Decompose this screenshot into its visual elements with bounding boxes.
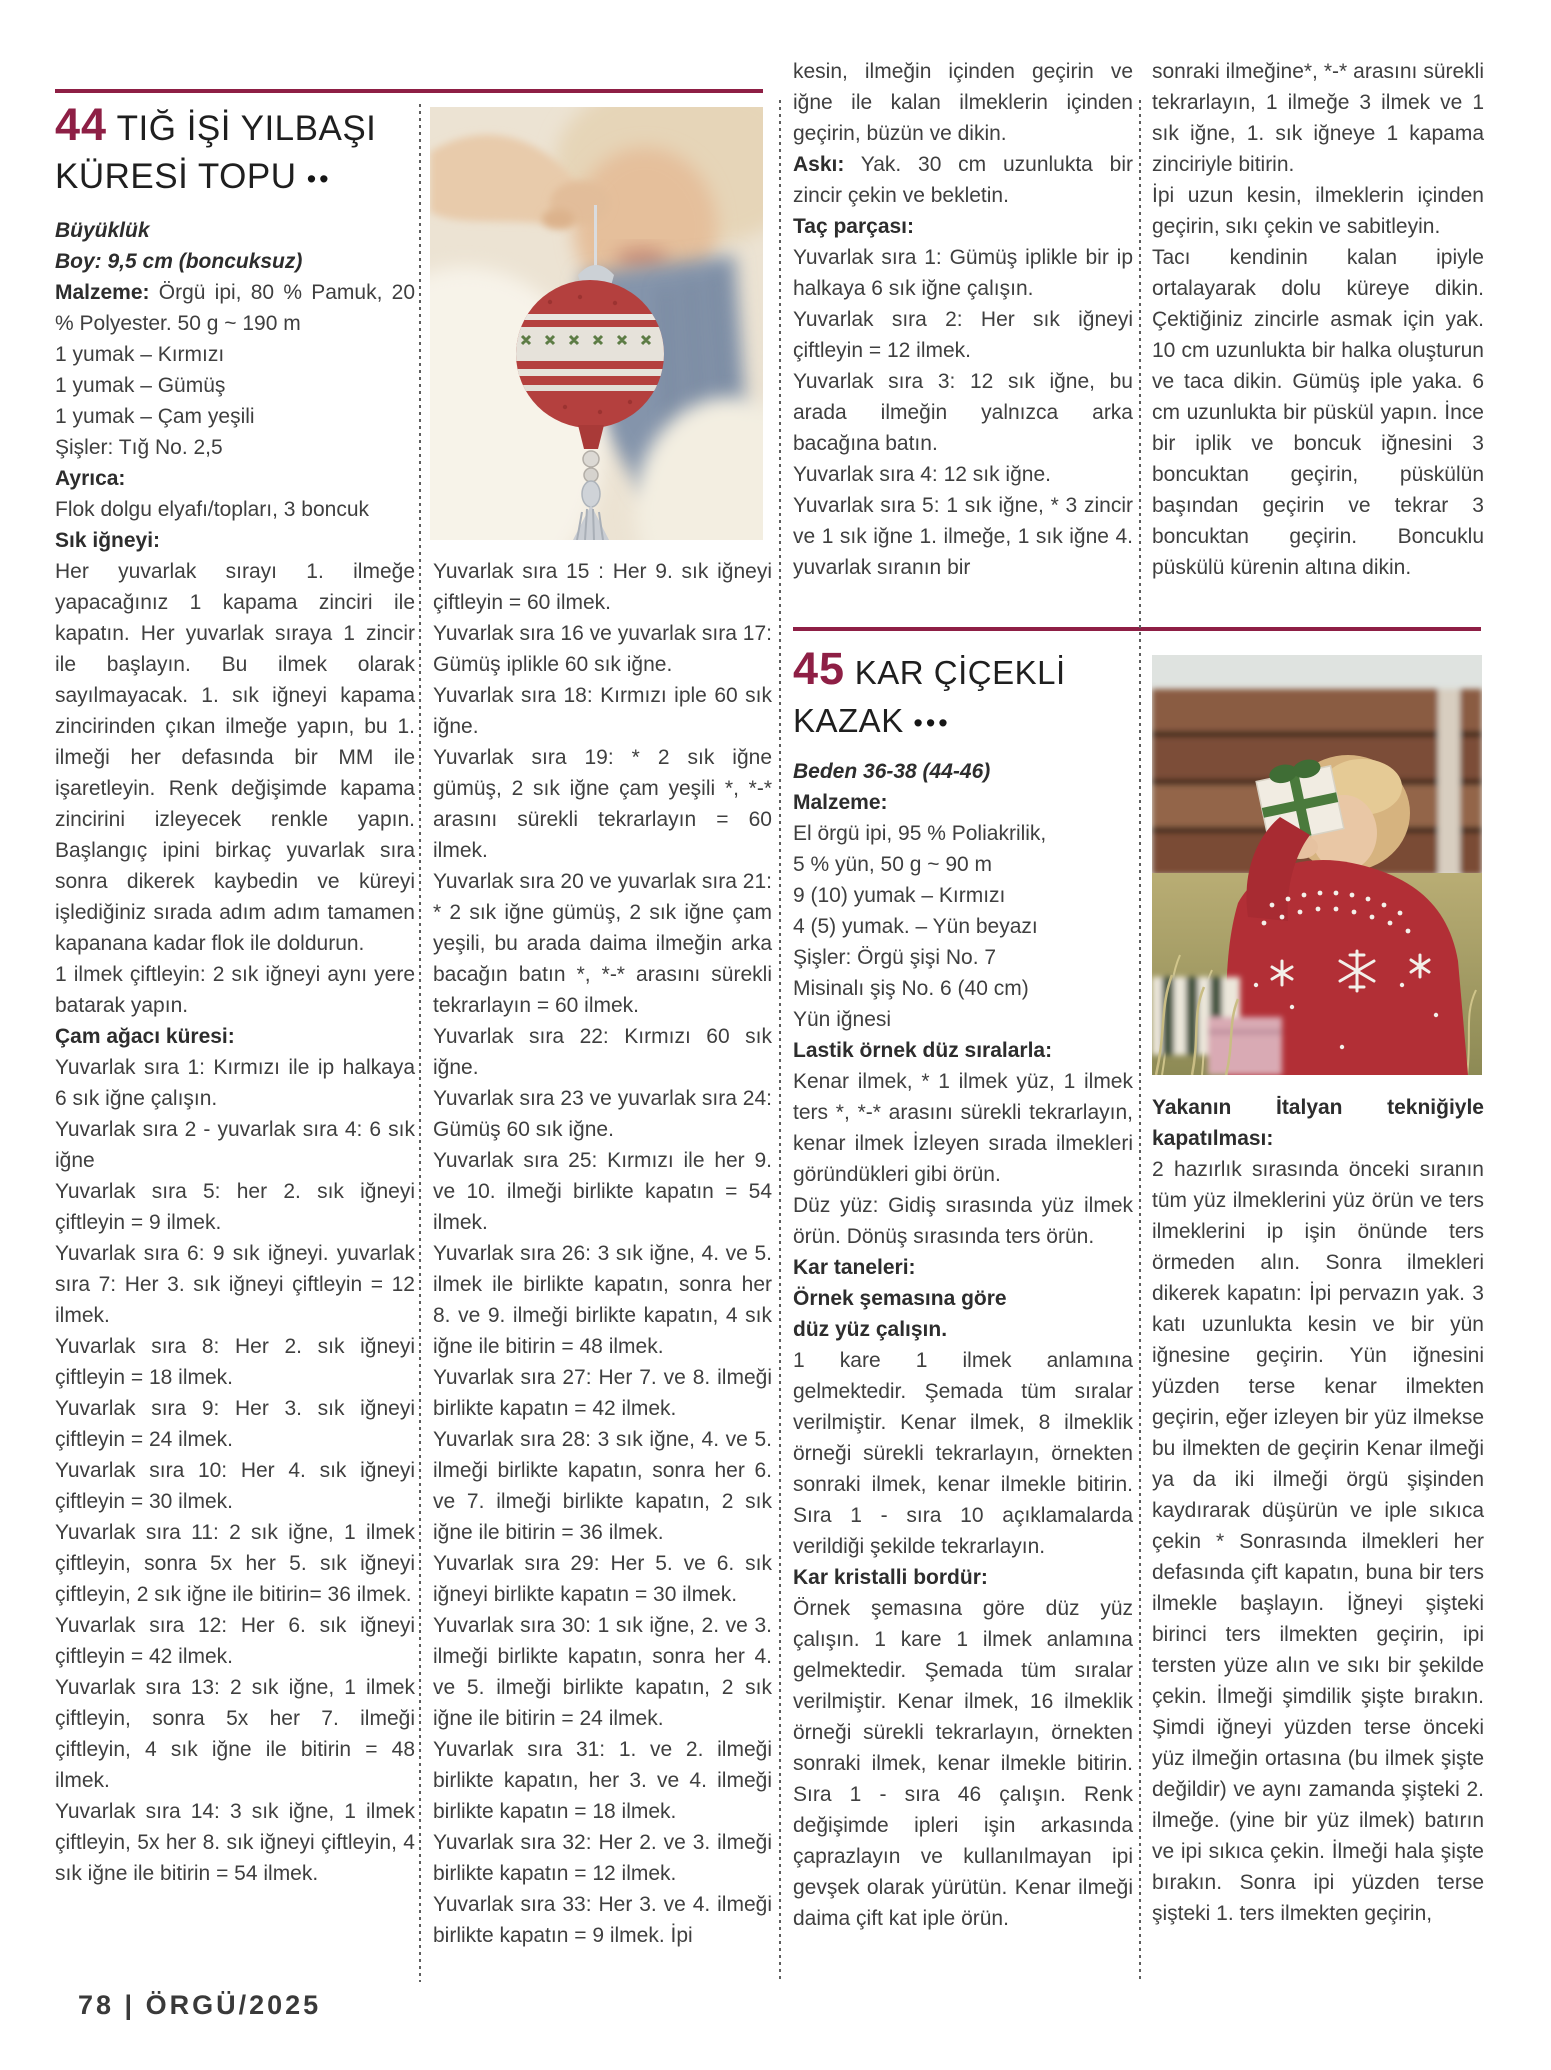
pattern-paragraph [433, 1548, 772, 1610]
paragraph-lead: Malzeme: [55, 281, 150, 304]
paragraph-text: Yuvarlak sıra 23 ve yuvarlak sıra 24: Gümüş 60 sık iğne. [433, 1087, 772, 1141]
pattern-paragraph [1152, 242, 1484, 583]
paragraph-text: Düz yüz: Gidiş sırasında yüz ilmek örün. Dönüş sırasında ters örün. [793, 1194, 1133, 1248]
pattern-paragraph [433, 1238, 772, 1362]
paragraph-lead: Taç parçası: [793, 215, 915, 238]
article-44-heading [55, 101, 415, 203]
pattern-paragraph [793, 304, 1133, 366]
pattern-paragraph [793, 787, 1133, 818]
paragraph-lead: Lastik örnek düz sıralarla: [793, 1039, 1053, 1062]
pattern-paragraph [793, 1562, 1133, 1593]
paragraph-lead: düz yüz çalışın. [793, 1318, 948, 1341]
paragraph-text: Misinalı şiş No. 6 (40 cm) [793, 977, 1029, 1000]
pattern-paragraph [793, 1035, 1133, 1066]
pattern-paragraph [433, 742, 772, 866]
pattern-paragraph [55, 525, 415, 556]
paragraph-text: Yuvarlak sıra 10: Her 4. sık iğneyi çiftleyin = 30 ilmek. [55, 1459, 415, 1513]
pattern-paragraph [433, 1827, 772, 1889]
pattern-paragraph [793, 1190, 1133, 1252]
paragraph-text: Flok dolgu elyafı/topları, 3 boncuk [55, 498, 370, 521]
pattern-paragraph [793, 242, 1133, 304]
column-divider-1 [419, 104, 421, 1982]
paragraph-text: Örgü ipi, 80 % Pamuk, 20 % Polyester. 50 g ~ 190 m [55, 281, 415, 335]
paragraph-text: 1 yumak – Kırmızı [55, 343, 225, 366]
pattern-paragraph [433, 1083, 772, 1145]
paragraph-text: Yuvarlak sıra 13: 2 sık iğne, 1 ilmek çiftleyin, sonra 5x her 7. ilmeği çiftleyin, 4 sık iğne ile bitirin = 48 ilmek. [55, 1676, 415, 1792]
sweater-photo-illustration [1152, 655, 1482, 1075]
pattern-paragraph [433, 618, 772, 680]
paragraph-text: 1 yumak – Gümüş [55, 374, 226, 397]
paragraph-text: Yuvarlak sıra 27: Her 7. ve 8. ilmeği birlikte kapatın = 42 ilmek. [433, 1366, 772, 1420]
paragraph-text: El örgü ipi, 95 % Poliakrilik, [793, 822, 1047, 845]
paragraph-text: Yün iğnesi [793, 1008, 892, 1031]
article-44-number: 44 [55, 99, 108, 150]
paragraph-text: Yuvarlak sıra 11: 2 sık iğne, 1 ilmek çiftleyin, sonra 5x her 5. sık iğneyi çiftleyin, 2 sık iğne ile bitirin= 36 ilmek. [55, 1521, 415, 1606]
paragraph-lead: Askı: [793, 153, 845, 176]
column-2 [433, 556, 772, 1951]
paragraph-text: Yuvarlak sıra 1: Kırmızı ile ip halkaya 6 sık iğne çalışın. [55, 1056, 415, 1110]
paragraph-text: Yuvarlak sıra 19: * 2 sık iğne gümüş, 2 sık iğne çam yeşili *, *-* arasını sürekli tekrarlayın = 60 ilmek. [433, 746, 772, 862]
pattern-paragraph [793, 211, 1133, 242]
pattern-paragraph [55, 1517, 415, 1610]
paragraph-text: Yuvarlak sıra 8: Her 2. sık iğneyi çiftleyin = 18 ilmek. [55, 1335, 415, 1389]
paragraph-text: 9 (10) yumak – Kırmızı [793, 884, 1006, 907]
paragraph-text: Yuvarlak sıra 33: Her 3. ve 4. ilmeği birlikte kapatın = 9 ilmek. İpi [433, 1893, 772, 1947]
article-45-difficulty-dots: ••• [913, 708, 951, 738]
paragraph-text: İpi uzun kesin, ilmeklerin içinden geçirin, sıkı çekin ve sabitleyin. [1152, 184, 1484, 238]
pattern-paragraph [793, 942, 1133, 973]
pattern-paragraph [793, 490, 1133, 583]
pattern-paragraph [55, 432, 415, 463]
paragraph-text: Yak. 30 cm uzunlukta bir zincir çekin ve bekletin. [793, 153, 1133, 207]
paragraph-lead: Çam ağacı küresi: [55, 1025, 235, 1048]
paragraph-text: Yuvarlak sıra 3: 12 sık iğne, bu arada ilmeğin yalnızca arka bacağına batın. [793, 370, 1133, 455]
paragraph-text: Yuvarlak sıra 32: Her 2. ve 3. ilmeği birlikte kapatın = 12 ilmek. [433, 1831, 772, 1885]
pattern-paragraph [793, 1283, 1133, 1314]
pattern-paragraph [55, 215, 415, 246]
paragraph-text: Tacı kendinin kalan ipiyle ortalayarak dolu küreye dikin. Çektiğiniz zincirle asmak için yak. 10 cm uzunlukta bir halka oluşturun ve taca dikin. Gümüş iple yaka. 6 cm uzunlukta bir püskül yapın. İnce bir iplik ve boncuk iğnesini 3 boncuktan geçirin, püskülün başından geçirin ve tekrar 3 boncuktan geçirin. Boncuklu püskülü kürenin altına dikin. [1152, 246, 1484, 579]
pattern-paragraph [793, 1314, 1133, 1345]
pattern-paragraph [1152, 1092, 1484, 1154]
paragraph-text: Yuvarlak sıra 5: her 2. sık iğneyi çiftleyin = 9 ilmek. [55, 1180, 415, 1234]
pattern-paragraph [793, 818, 1133, 849]
paragraph-text: Yuvarlak sıra 15 : Her 9. sık iğneyi çiftleyin = 60 ilmek. [433, 560, 772, 614]
paragraph-text: 1 ilmek çiftleyin: 2 sık iğneyi aynı yere batarak yapın. [55, 963, 415, 1017]
pattern-paragraph [55, 1610, 415, 1672]
pattern-paragraph [793, 1593, 1133, 1934]
pattern-paragraph [55, 1021, 415, 1052]
pattern-paragraph [793, 1345, 1133, 1562]
paragraph-text: Yuvarlak sıra 18: Kırmızı iple 60 sık iğne. [433, 684, 772, 738]
column-3-upper [793, 56, 1133, 583]
pattern-paragraph [55, 339, 415, 370]
paragraph-lead: Ayrıca: [55, 467, 126, 490]
article-45-number: 45 [793, 643, 846, 694]
pattern-paragraph [793, 1252, 1133, 1283]
pattern-paragraph [793, 880, 1133, 911]
column-1 [55, 101, 415, 1889]
paragraph-text: Şişler: Tığ No. 2,5 [55, 436, 223, 459]
pattern-paragraph [55, 1393, 415, 1455]
paragraph-text: Yuvarlak sıra 28: 3 sık iğne, 4. ve 5. ilmeği birlikte kapatın, sonra her 6. ve 7. ilmeği birlikte kapatın, 2 sık iğne ile bitirin = 36 ilmek. [433, 1428, 772, 1544]
pattern-paragraph [55, 246, 415, 277]
paragraph-text: Yuvarlak sıra 5: 1 sık iğne, * 3 zincir ve 1 sık iğne 1. ilmeğe, 1 sık iğne 4. yuvarlak sıranın bir [793, 494, 1133, 579]
paragraph-lead: Malzeme: [793, 791, 888, 814]
pattern-paragraph [433, 1889, 772, 1951]
column-4-upper [1152, 56, 1484, 583]
photo-snowflake-sweater-model [1152, 655, 1482, 1075]
paragraph-lead: Büyüklük [55, 219, 150, 242]
paragraph-text: Yuvarlak sıra 22: Kırmızı 60 sık iğne. [433, 1025, 772, 1079]
paragraph-text: Yuvarlak sıra 20 ve yuvarlak sıra 21: * 2 sık iğne gümüş, 2 sık iğne çam yeşili, bu arada daima ilmeğin arka bacağın batın *, *-* arasını sürekli tekrarlayın = 60 ilmek. [433, 870, 772, 1017]
pattern-paragraph [55, 1238, 415, 1331]
pattern-paragraph [55, 1796, 415, 1889]
pattern-paragraph [433, 556, 772, 618]
paragraph-text: Yuvarlak sıra 14: 3 sık iğne, 1 ilmek çiftleyin, 5x her 8. sık iğneyi çiftleyin, 4 sık iğne ile bitirin = 54 ilmek. [55, 1800, 415, 1885]
paragraph-text: Her yuvarlak sırayı 1. ilmeğe yapacağınız 1 kapama zinciri ile kapatın. Her yuvarlak sıraya 1 zincir ile başlayın. Bu ilmek olarak sayılmayacak. 1. sık iğneyi kapama zincirinden çıkan ilmeğe yapın, bu 1. ilmeği her defasında bir MM ile işaretleyin. Renk değişimde kapama zincirini izleyecek renkle yapın. Başlangıç ipini birkaç yuvarlak sıra sonra dikerek kaybedin ve küreyi işlediğiniz sırada adım adım tamamen kapanana kadar flok ile doldurun. [55, 560, 415, 955]
paragraph-text: Yuvarlak sıra 6: 9 sık iğneyi. yuvarlak sıra 7: Her 3. sık iğneyi çiftleyin = 12 ilmek. [55, 1242, 415, 1327]
pattern-paragraph [1152, 180, 1484, 242]
paragraph-lead: Boy: 9,5 cm (boncuksuz) [55, 250, 303, 273]
pattern-paragraph [55, 277, 415, 339]
paragraph-text: kesin, ilmeğin içinden geçirin ve iğne ile kalan ilmeklerin içinden geçirin, büzün ve dikin. [793, 60, 1133, 145]
pattern-paragraph [55, 1114, 415, 1176]
pattern-paragraph [793, 973, 1133, 1004]
pattern-paragraph [793, 1004, 1133, 1035]
paragraph-text: Yuvarlak sıra 2: Her sık iğneyi çiftleyin = 12 ilmek. [793, 308, 1133, 362]
pattern-paragraph [55, 1176, 415, 1238]
paragraph-text: Yuvarlak sıra 9: Her 3. sık iğneyi çiftleyin = 24 ilmek. [55, 1397, 415, 1451]
pattern-paragraph [433, 1145, 772, 1238]
paragraph-lead: Kar taneleri: [793, 1256, 916, 1279]
paragraph-lead: Örnek şemasına göre [793, 1287, 1007, 1310]
pattern-paragraph [433, 1610, 772, 1734]
pattern-paragraph [55, 370, 415, 401]
paragraph-text: Yuvarlak sıra 4: 12 sık iğne. [793, 463, 1051, 486]
article-44-difficulty-dots: •• [306, 164, 332, 194]
paragraph-text: 1 kare 1 ilmek anlamına gelmektedir. Şemada tüm sıralar verilmiştir. Kenar ilmek, 8 ilmeklik örneği sürekli tekrarlayın, örnekten sonraki ilmek, kenar ilmekle bitirin. Sıra 1 - sıra 10 açıklamalarda verildiği şekilde tekrarlayın. [793, 1349, 1133, 1558]
paragraph-text: Yuvarlak sıra 29: Her 5. ve 6. sık iğneyi birlikte kapatın = 30 ilmek. [433, 1552, 772, 1606]
paragraph-text: 2 hazırlık sırasında önceki sıranın tüm yüz ilmeklerini yüz örün ve ters ilmeklerini ip işin önünde ters örmeden alın. Sonra ilmekleri dikerek kapatın: İpi pervazın yak. 3 katı uzunlukta kesin ve bir yün iğnesine geçirin. Yün iğnesini yüzden terse kenar ilmekten geçirin, eğer izleyen bir yüz ilmekse bu ilmekten de geçirin Kenar ilmeği ya da iki ilmeği örgü şişinden kaydırarak düşürün ve iple sıkıca çekin * Sonrasında ilmekleri her defasında çift kapatın, buna bir ters ilmekle başlayın. İğneyi şişteki birinci ters ilmekten geçirin, ipi tersten yüze alın ve sıkı bir şekilde çekin. İlmeği şimdilik şişte bırakın. Şimdi iğneyi yüzden terse önceki yüz ilmeğin ortasına (bu ilmek şişte değildir) ve aynı zamanda şişteki 2. ilmeğe. (yine bir yüz ilmek) batırın ve ipi sıkıca çekin. İlmeği hala şişte bırakın. Sonra ipi yüzden terse şişteki 1. ters ilmekten geçirin, [1152, 1158, 1484, 1925]
paragraph-lead: Yakanın İtalyan tekniğiyle kapatılması: [1152, 1096, 1484, 1150]
article-45-heading [793, 645, 1133, 747]
pattern-paragraph [55, 1052, 415, 1114]
pattern-paragraph [433, 1362, 772, 1424]
pattern-paragraph [55, 494, 415, 525]
paragraph-text: 4 (5) yumak. – Yün beyazı [793, 915, 1038, 938]
pattern-paragraph [433, 1021, 772, 1083]
paragraph-text: 5 % yün, 50 g ~ 90 m [793, 853, 993, 876]
pattern-paragraph [55, 463, 415, 494]
article-44-title: TIĞ İŞİ YILBAŞI KÜRESİ TOPU [55, 109, 377, 196]
paragraph-text: Yuvarlak sıra 1: Gümüş iplikle bir ip halkaya 6 sık iğne çalışın. [793, 246, 1133, 300]
photo-crochet-ornament [430, 107, 763, 540]
paragraph-text: Örnek şemasına göre düz yüz çalışın. 1 kare 1 ilmek anlamına gelmektedir. Şemada tüm sıralar verilmiştir. Kenar ilmek, 16 ilmeklik örneği sürekli tekrarlayın, örnekten sonraki ilmek, kenar ilmekle bitirin. Sıra 1 - sıra 46 çalışın. Renk değişimde ipleri işin arkasında çaprazlayın ve kullanılmayan ipi gevşek olarak yürütün. Kenar ilmeği daima çift kat iple örün. [793, 1597, 1133, 1930]
pattern-paragraph [793, 1066, 1133, 1190]
paragraph-text: Yuvarlak sıra 30: 1 sık iğne, 2. ve 3. ilmeği birlikte kapatın, sonra her 4. ve 5. ilmeği birlikte kapatın, 2 sık iğne ile bitirin = 24 ilmek. [433, 1614, 772, 1730]
paragraph-text: Yuvarlak sıra 16 ve yuvarlak sıra 17: Gümüş iplikle 60 sık iğne. [433, 622, 772, 676]
pattern-paragraph [793, 459, 1133, 490]
paragraph-text: sonraki ilmeğine*, *-* arasını sürekli tekrarlayın, 1 ilmeğe 3 ilmek ve 1 sık iğne, 1. sık iğneye 1 kapama zinciriyle bitirin. [1152, 60, 1484, 176]
column-divider-2 [779, 100, 781, 1982]
paragraph-text: Yuvarlak sıra 31: 1. ve 2. ilmeği birlikte kapatın, her 3. ve 4. ilmeği birlikte kapatın = 18 ilmek. [433, 1738, 772, 1823]
paragraph-text: Yuvarlak sıra 2 - yuvarlak sıra 4: 6 sık iğne [55, 1118, 415, 1172]
pattern-paragraph [1152, 1154, 1484, 1929]
pattern-paragraph [793, 849, 1133, 880]
pattern-paragraph [433, 1734, 772, 1827]
paragraph-lead: Beden 36-38 (44-46) [793, 760, 991, 783]
column-4-lower [1152, 1092, 1484, 1929]
section-rule-top [55, 89, 763, 93]
pattern-paragraph [793, 756, 1133, 787]
pattern-paragraph [55, 1455, 415, 1517]
pattern-paragraph [433, 866, 772, 1021]
article-45-title: KAR ÇİÇEKLİ KAZAK [793, 654, 1066, 739]
pattern-paragraph [55, 556, 415, 959]
paragraph-text: Kenar ilmek, * 1 ilmek yüz, 1 ilmek ters *, *-* arasını sürekli tekrarlayın, kenar ilmek İzleyen sırada ilmekleri göründükleri gibi örün. [793, 1070, 1133, 1186]
pattern-paragraph [793, 149, 1133, 211]
pattern-paragraph [55, 401, 415, 432]
pattern-paragraph [433, 680, 772, 742]
column-divider-3 [1139, 100, 1141, 1982]
pattern-paragraph [55, 1672, 415, 1796]
pattern-paragraph [55, 1331, 415, 1393]
column-3-lower [793, 645, 1133, 1934]
ornament-photo-illustration [430, 107, 763, 540]
paragraph-text: 1 yumak – Çam yeşili [55, 405, 255, 428]
paragraph-text: Yuvarlak sıra 25: Kırmızı ile her 9. ve 10. ilmeği birlikte kapatın = 54 ilmek. [433, 1149, 772, 1234]
pattern-paragraph [793, 366, 1133, 459]
page-footer: 78 | ÖRGÜ/2025 [78, 1990, 322, 2020]
paragraph-lead: Sık iğneyi: [55, 529, 161, 552]
pattern-paragraph [793, 911, 1133, 942]
paragraph-text: Yuvarlak sıra 12: Her 6. sık iğneyi çiftleyin = 42 ilmek. [55, 1614, 415, 1668]
pattern-paragraph [55, 959, 415, 1021]
paragraph-text: Yuvarlak sıra 26: 3 sık iğne, 4. ve 5. ilmek ile birlikte kapatın, sonra her 8. ve 9. ilmeği birlikte kapatın, 4 sık iğne ile bitirin = 48 ilmek. [433, 1242, 772, 1358]
paragraph-text: Şişler: Örgü şişi No. 7 [793, 946, 997, 969]
pattern-paragraph [433, 1424, 772, 1548]
pattern-paragraph [1152, 56, 1484, 180]
section-rule-article-45 [793, 627, 1481, 631]
paragraph-lead: Kar kristalli bordür: [793, 1566, 988, 1589]
pattern-paragraph [793, 56, 1133, 149]
